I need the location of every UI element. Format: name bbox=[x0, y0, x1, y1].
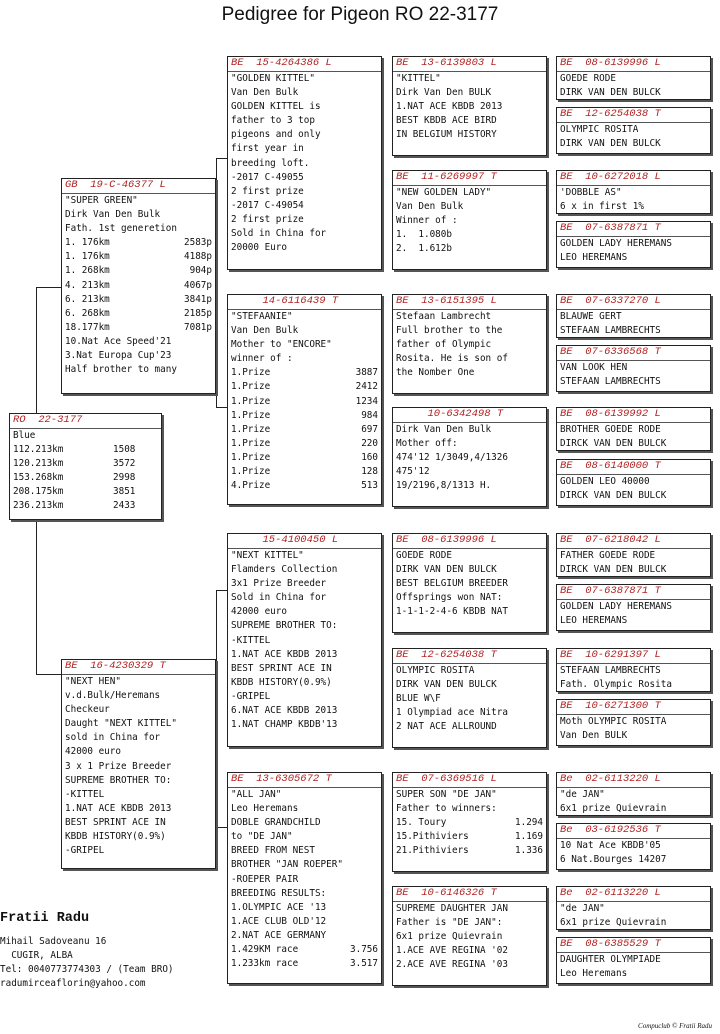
pedigree-line: STEFAAN LAMBRECHTS bbox=[560, 325, 661, 337]
pedigree-line: GOLDEN KITTEL is bbox=[231, 101, 321, 113]
pedigree-line: LEO HEREMANS bbox=[560, 252, 628, 264]
result-value: 3572 bbox=[113, 458, 136, 470]
pedigree-line: Offsprings won NAT: bbox=[396, 592, 503, 604]
pedigree-line: OLYMPIC ROSITA bbox=[560, 124, 639, 135]
pedigree-line: Leo Heremans bbox=[231, 803, 299, 815]
result-label: 1.Prize bbox=[231, 437, 271, 449]
result-label: 1.Prize bbox=[231, 423, 271, 435]
pedigree-line: "STEFAANIE" bbox=[231, 311, 293, 322]
great-grandparent-box bbox=[392, 772, 547, 872]
result-row bbox=[62, 307, 215, 321]
result-value: 4188p bbox=[184, 251, 212, 263]
ring-number: Be 02-6113220 L bbox=[557, 773, 710, 788]
result-row bbox=[228, 465, 381, 479]
pedigree-line: 6x1 prize Quievrain bbox=[396, 931, 503, 943]
ring-number: BE 13-6151395 L bbox=[393, 295, 546, 310]
owner-name: Fratii Radu bbox=[0, 911, 90, 926]
pedigree-line: Father is "DE JAN": bbox=[396, 917, 503, 929]
grandparent-box bbox=[227, 533, 382, 747]
result-label: 15.Pithiviers bbox=[396, 831, 469, 843]
pedigree-line: "ALL JAN" bbox=[231, 789, 282, 800]
ring-number: BE 07-6337270 L bbox=[557, 295, 710, 310]
pedigree-line: SUPER SON "DE JAN" bbox=[396, 789, 497, 800]
pedigree-line: FATHER GOEDE RODE bbox=[560, 550, 656, 561]
pedigree-line: winner of : bbox=[231, 353, 293, 365]
result-value: 2998 bbox=[113, 472, 136, 484]
pedigree-line: Father to winners: bbox=[396, 803, 497, 815]
great-great-grandparent-box bbox=[556, 648, 711, 692]
result-value: 7081p bbox=[184, 321, 212, 333]
pedigree-line: Blue bbox=[13, 430, 36, 441]
result-row bbox=[62, 264, 215, 278]
owner-line-4: radumirceaflorin@yahoo.com bbox=[0, 978, 146, 989]
pedigree-line: Sold in China for bbox=[231, 228, 327, 240]
great-grandparent-box bbox=[392, 170, 547, 270]
pedigree-line: Moth OLYMPIC ROSITA bbox=[560, 716, 667, 727]
pedigree-line: BEST KBDB ACE BIRD bbox=[396, 115, 497, 127]
result-label: 120.213km bbox=[13, 458, 64, 470]
pedigree-line: GOEDE RODE bbox=[396, 550, 452, 561]
owner-line-3: Tel: 0040773774303 / (Team BRO) bbox=[0, 964, 174, 975]
result-value: 4067p bbox=[184, 279, 212, 291]
ring-number: BE 10-6272018 L bbox=[557, 171, 710, 186]
ring-number: BE 07-6387871 T bbox=[557, 222, 710, 237]
pedigree-line: the Nomber One bbox=[396, 367, 475, 379]
result-label: 1.Prize bbox=[231, 409, 271, 421]
pedigree-line: SUPREME DAUGHTER JAN bbox=[396, 903, 508, 914]
result-value: 3.517 bbox=[350, 958, 378, 970]
pedigree-line: "NEXT HEN" bbox=[65, 676, 121, 687]
ring-number: Be 02-6113220 L bbox=[557, 887, 710, 902]
great-great-grandparent-box bbox=[556, 699, 711, 746]
result-label: 6. 268km bbox=[65, 307, 110, 319]
great-great-grandparent-box bbox=[556, 107, 711, 154]
result-value: 2583p bbox=[184, 237, 212, 249]
pedigree-line: BLUE W\F bbox=[396, 693, 441, 705]
result-row bbox=[62, 236, 215, 250]
result-row bbox=[393, 830, 546, 844]
great-grandparent-box bbox=[392, 56, 547, 156]
pedigree-line: 1.OLYMPIC ACE '13 bbox=[231, 901, 327, 913]
pedigree-line: 6x1 prize Quievrain bbox=[560, 917, 667, 929]
ring-number: RO 22-3177 bbox=[10, 414, 161, 429]
pedigree-line: OLYMPIC ROSITA bbox=[396, 665, 475, 676]
result-row bbox=[228, 451, 381, 465]
pedigree-line: DAUGHTER OLYMPIADE bbox=[560, 954, 661, 965]
result-row bbox=[228, 366, 381, 380]
pedigree-line: 6.NAT ACE KBDB 2013 bbox=[231, 705, 338, 717]
great-great-grandparent-box bbox=[556, 170, 711, 214]
pedigree-line: -ROEPER PAIR bbox=[231, 873, 299, 885]
pedigree-line: 1.NAT ACE KBDB 2013 bbox=[396, 101, 503, 113]
pedigree-line: Sold in China for bbox=[231, 592, 327, 604]
pedigree-line: IN BELGIUM HISTORY bbox=[396, 129, 497, 141]
grandparent-box bbox=[227, 56, 382, 270]
result-value: 2185p bbox=[184, 307, 212, 319]
pedigree-line: SUPREME BROTHER TO: bbox=[231, 620, 338, 632]
great-great-grandparent-box bbox=[556, 533, 711, 577]
result-row bbox=[393, 816, 546, 830]
great-great-grandparent-box bbox=[556, 772, 711, 816]
result-row bbox=[228, 957, 381, 971]
result-row bbox=[393, 844, 546, 858]
pedigree-line: 1.NAT ACE KBDB 2013 bbox=[231, 648, 338, 660]
result-label: 1.429KM race bbox=[231, 944, 299, 956]
pedigree-line: 42000 euro bbox=[65, 746, 121, 758]
pedigree-line: 474'12 1/3049,4/1326 bbox=[396, 452, 508, 464]
ring-number: Be 03-6192536 T bbox=[557, 824, 710, 839]
pedigree-line: "de JAN" bbox=[560, 903, 605, 914]
result-row bbox=[228, 395, 381, 409]
result-row bbox=[228, 437, 381, 451]
result-row bbox=[62, 321, 215, 335]
result-label: 4.Prize bbox=[231, 480, 271, 492]
pedigree-line: Dirk Van Den Bulk bbox=[396, 424, 492, 435]
pedigree-line: Van Den Bulk bbox=[396, 201, 464, 213]
pedigree-line: 6x1 prize Quievrain bbox=[560, 803, 667, 815]
pedigree-line: 2 first prize bbox=[231, 185, 304, 197]
great-great-grandparent-box bbox=[556, 221, 711, 268]
ring-number: BE 07-6218042 L bbox=[557, 534, 710, 549]
result-value: 697 bbox=[361, 423, 378, 435]
result-row bbox=[62, 279, 215, 293]
result-label: 15. Toury bbox=[396, 817, 447, 829]
ring-number: BE 07-6369516 L bbox=[393, 773, 546, 788]
great-great-grandparent-box bbox=[556, 56, 711, 100]
great-great-grandparent-box bbox=[556, 459, 711, 506]
result-label: 1.Prize bbox=[231, 451, 271, 463]
pedigree-line: 20000 Euro bbox=[231, 242, 287, 254]
pedigree-line: breeding loft. bbox=[231, 157, 310, 169]
subject-box bbox=[9, 413, 162, 520]
great-grandparent-box bbox=[392, 294, 547, 394]
pedigree-line: "KITTEL" bbox=[396, 73, 441, 84]
result-row bbox=[10, 457, 161, 471]
pedigree-line: STEFAAN LAMBRECHTS bbox=[560, 376, 661, 388]
result-value: 1508 bbox=[113, 444, 136, 456]
pedigree-line: Mother to "ENCORE" bbox=[231, 339, 332, 351]
result-label: 21.Pithiviers bbox=[396, 845, 469, 857]
pedigree-line: sold in China for bbox=[65, 732, 161, 744]
pedigree-line: first year in bbox=[231, 143, 304, 155]
great-great-grandparent-box bbox=[556, 823, 711, 870]
ring-number: BE 08-6139992 L bbox=[557, 408, 710, 423]
result-row bbox=[10, 471, 161, 485]
result-row bbox=[228, 943, 381, 957]
pedigree-line: 6 Nat.Bourges 14207 bbox=[560, 854, 667, 866]
pedigree-line: DIRCK VAN DEN BULCK bbox=[560, 490, 667, 502]
ring-number: BE 07-6336568 T bbox=[557, 346, 710, 361]
pedigree-line: DIRK VAN DEN BULCK bbox=[396, 679, 497, 691]
result-value: 128 bbox=[361, 466, 378, 478]
great-great-grandparent-box bbox=[556, 886, 711, 930]
pedigree-line: BROTHER "JAN ROEPER" bbox=[231, 859, 343, 871]
pedigree-line: BREEDING RESULTS: bbox=[231, 887, 327, 899]
pedigree-line: DIRK VAN DEN BULCK bbox=[560, 138, 661, 150]
result-label: 153.268km bbox=[13, 472, 64, 484]
ring-number: BE 16-4230329 T bbox=[62, 660, 215, 675]
pedigree-line: GOEDE RODE bbox=[560, 73, 616, 84]
pedigree-line: 10.Nat Ace Speed'21 bbox=[65, 335, 172, 347]
owner-line-2: CUGIR, ALBA bbox=[0, 950, 73, 961]
pedigree-line: -GRIPEL bbox=[231, 690, 271, 702]
great-grandparent-box bbox=[392, 533, 547, 633]
result-value: 3887 bbox=[355, 367, 378, 379]
pedigree-line: -GRIPEL bbox=[65, 845, 105, 857]
result-label: 1. 176km bbox=[65, 251, 110, 263]
ring-number: BE 11-6269997 T bbox=[393, 171, 546, 186]
great-grandparent-box bbox=[392, 648, 547, 748]
pedigree-line: Dirk Van Den BULK bbox=[396, 87, 492, 99]
pedigree-line: 3.Nat Europa Cup'23 bbox=[65, 350, 172, 362]
pedigree-line: father of Olympic bbox=[396, 339, 492, 351]
pedigree-line: BLAUWE GERT bbox=[560, 311, 622, 322]
pedigree-line: BREED FROM NEST bbox=[231, 845, 315, 857]
great-grandparent-box bbox=[392, 407, 547, 507]
dam-box bbox=[61, 659, 216, 869]
sire-box bbox=[61, 178, 216, 394]
pedigree-line: BEST BELGIUM BREEDER bbox=[396, 578, 508, 590]
pedigree-line: 3x1 Prize Breeder bbox=[231, 578, 327, 590]
result-label: 1.233km race bbox=[231, 958, 299, 970]
result-row bbox=[10, 499, 161, 513]
pedigree-line: 1.ACE CLUB OLD'12 bbox=[231, 915, 327, 927]
result-row bbox=[228, 380, 381, 394]
pedigree-line: 3 x 1 Prize Breeder bbox=[65, 760, 172, 772]
credit: Compuclub © Fratii Radu bbox=[638, 1022, 712, 1030]
pedigree-line: -2017 C-49055 bbox=[231, 171, 304, 183]
result-row bbox=[62, 293, 215, 307]
ring-number: BE 08-6385529 T bbox=[557, 938, 710, 953]
grandparent-box bbox=[227, 294, 382, 505]
result-value: 513 bbox=[361, 480, 378, 492]
pedigree-line: Leo Heremans bbox=[560, 968, 628, 980]
result-label: 1.Prize bbox=[231, 395, 271, 407]
pedigree-line: Fath. 1st generetion bbox=[65, 223, 177, 235]
result-row bbox=[228, 409, 381, 423]
great-great-grandparent-box bbox=[556, 584, 711, 631]
pedigree-line: "GOLDEN KITTEL" bbox=[231, 73, 315, 84]
pedigree-line: 475'12 bbox=[396, 466, 430, 478]
ring-number: 10-6342498 T bbox=[393, 408, 546, 423]
pedigree-line: Van Den Bulk bbox=[231, 325, 299, 337]
pedigree-line: 'DOBBLE AS" bbox=[560, 187, 622, 198]
pedigree-line: Full brother to the bbox=[396, 325, 503, 337]
pedigree-line: DOBLE GRANDCHILD bbox=[231, 817, 321, 829]
pedigree-line: 2 NAT ACE ALLROUND bbox=[396, 721, 497, 733]
pedigree-line: KBDB HISTORY(0.9%) bbox=[231, 676, 332, 688]
ring-number: BE 07-6387871 T bbox=[557, 585, 710, 600]
result-label: 4. 213km bbox=[65, 279, 110, 291]
pedigree-line: "NEXT KITTEL" bbox=[231, 550, 304, 561]
pedigree-line: DIRCK VAN DEN BULCK bbox=[560, 564, 667, 576]
result-label: 112.213km bbox=[13, 444, 64, 456]
great-great-grandparent-box bbox=[556, 937, 711, 984]
pedigree-line: father to 3 top bbox=[231, 115, 315, 127]
pedigree-line: "SUPER GREEN" bbox=[65, 195, 138, 206]
result-label: 1. 176km bbox=[65, 237, 110, 249]
ring-number: 14-6116439 T bbox=[228, 295, 381, 310]
pedigree-line: 1-1-1-2-4-6 KBDB NAT bbox=[396, 606, 508, 618]
owner-line-1: Mihail Sadoveanu 16 bbox=[0, 936, 107, 947]
pedigree-line: "NEW GOLDEN LADY" bbox=[396, 187, 492, 198]
result-row bbox=[10, 443, 161, 457]
pedigree-line: Daught "NEXT KITTEL" bbox=[65, 718, 177, 730]
pedigree-line: 10 Nat Ace KBDB'05 bbox=[560, 840, 661, 851]
result-label: 1.Prize bbox=[231, 381, 271, 393]
pedigree-line: to "DE JAN" bbox=[231, 831, 293, 843]
ring-number: BE 15-4264386 L bbox=[228, 57, 381, 72]
result-row bbox=[10, 485, 161, 499]
pedigree-line: Van Den BULK bbox=[560, 730, 628, 742]
result-row bbox=[62, 250, 215, 264]
result-label: 6. 213km bbox=[65, 293, 110, 305]
pedigree-line: Half brother to many bbox=[65, 364, 177, 376]
pedigree-line: DIRK VAN DEN BULCK bbox=[396, 564, 497, 576]
pedigree-line: pigeons and only bbox=[231, 129, 321, 141]
pedigree-line: 2.ACE AVE REGINA '03 bbox=[396, 959, 508, 971]
pedigree-line: -KITTEL bbox=[231, 634, 271, 646]
pedigree-line: SUPREME BROTHER TO: bbox=[65, 774, 172, 786]
result-value: 984 bbox=[361, 409, 378, 421]
ring-number: BE 13-6305672 T bbox=[228, 773, 381, 788]
result-value: 2412 bbox=[355, 381, 378, 393]
pedigree-line: 1.NAT ACE KBDB 2013 bbox=[65, 802, 172, 814]
pedigree-line: "de JAN" bbox=[560, 789, 605, 800]
ring-number: BE 08-6140000 T bbox=[557, 460, 710, 475]
result-value: 1.336 bbox=[515, 845, 543, 857]
great-great-grandparent-box bbox=[556, 294, 711, 338]
great-grandparent-box bbox=[392, 886, 547, 986]
great-great-grandparent-box bbox=[556, 407, 711, 451]
result-row bbox=[228, 479, 381, 493]
pedigree-line: 2.NAT ACE GERMANY bbox=[231, 929, 327, 941]
pedigree-line: 2 first prize bbox=[231, 213, 304, 225]
page-title: Pedigree for Pigeon RO 22-3177 bbox=[221, 4, 499, 25]
pedigree-line: 6 x in first 1% bbox=[560, 201, 644, 213]
pedigree-line: v.d.Bulk/Heremans bbox=[65, 690, 161, 702]
pedigree-line: -KITTEL bbox=[65, 788, 105, 800]
pedigree-line: 2. 1.612b bbox=[396, 243, 452, 255]
pedigree-line: GOLDEN LADY HEREMANS bbox=[560, 601, 672, 612]
result-value: 1.294 bbox=[515, 817, 543, 829]
pedigree-line: 1. 1.080b bbox=[396, 229, 452, 241]
pedigree-line: STEFAAN LAMBRECHTS bbox=[560, 665, 661, 676]
result-value: 220 bbox=[361, 437, 378, 449]
grandparent-box bbox=[227, 772, 382, 984]
pedigree-line: Winner of : bbox=[396, 215, 458, 227]
result-value: 3841p bbox=[184, 293, 212, 305]
pedigree-line: Mother off: bbox=[396, 438, 458, 450]
pedigree-line: GOLDEN LEO 40000 bbox=[560, 476, 650, 487]
great-great-grandparent-box bbox=[556, 345, 711, 392]
pedigree-line: 42000 euro bbox=[231, 606, 287, 618]
pedigree-line: GOLDEN LADY HEREMANS bbox=[560, 238, 672, 249]
pedigree-line: Van Den Bulk bbox=[231, 87, 299, 99]
ring-number: BE 13-6139803 L bbox=[393, 57, 546, 72]
pedigree-line: Checkeur bbox=[65, 704, 110, 716]
ring-number: BE 12-6254038 T bbox=[393, 649, 546, 664]
pedigree-line: DIRCK VAN DEN BULCK bbox=[560, 438, 667, 450]
pedigree-line: Rosita. He is son of bbox=[396, 353, 508, 365]
result-label: 1.Prize bbox=[231, 367, 271, 379]
pedigree-line: DIRK VAN DEN BULCK bbox=[560, 87, 661, 99]
ring-number: BE 10-6146326 T bbox=[393, 887, 546, 902]
result-value: 3.756 bbox=[350, 944, 378, 956]
pedigree-line: Dirk Van Den Bulk bbox=[65, 209, 161, 221]
pedigree-line: Fath. Olympic Rosita bbox=[560, 679, 672, 691]
result-value: 2433 bbox=[113, 500, 136, 512]
result-label: 1. 268km bbox=[65, 265, 110, 277]
result-value: 904p bbox=[189, 265, 212, 277]
result-label: 1.Prize bbox=[231, 466, 271, 478]
ring-number: BE 08-6139996 L bbox=[393, 534, 546, 549]
pedigree-line: BEST SPRINT ACE IN bbox=[231, 662, 332, 674]
pedigree-line: KBDB HISTORY(0.9%) bbox=[65, 831, 166, 843]
result-value: 160 bbox=[361, 451, 378, 463]
pedigree-line: 1.NAT CHAMP KBDB'13 bbox=[231, 719, 338, 731]
pedigree-line: BEST SPRINT ACE IN bbox=[65, 816, 166, 828]
pedigree-line: 1 Olympiad ace Nitra bbox=[396, 707, 508, 719]
ring-number: 15-4100450 L bbox=[228, 534, 381, 549]
result-row bbox=[228, 423, 381, 437]
result-label: 236.213km bbox=[13, 500, 64, 512]
result-value: 3851 bbox=[113, 486, 136, 498]
ring-number: BE 10-6291397 L bbox=[557, 649, 710, 664]
result-value: 1234 bbox=[355, 395, 378, 407]
ring-number: GB 19-C-46377 L bbox=[62, 179, 215, 194]
pedigree-line: 19/2196,8/1313 H. bbox=[396, 480, 492, 492]
pedigree-line: Flamders Collection bbox=[231, 564, 338, 576]
result-value: 1.169 bbox=[515, 831, 543, 843]
result-label: 208.175km bbox=[13, 486, 64, 498]
pedigree-line: VAN LOOK HEN bbox=[560, 362, 628, 373]
ring-number: BE 12-6254038 T bbox=[557, 108, 710, 123]
pedigree-line: 1.ACE AVE REGINA '02 bbox=[396, 945, 508, 957]
ring-number: BE 08-6139996 L bbox=[557, 57, 710, 72]
pedigree-line: LEO HEREMANS bbox=[560, 615, 628, 627]
pedigree-line: Stefaan Lambrecht bbox=[396, 311, 492, 322]
result-label: 18.177km bbox=[65, 321, 110, 333]
pedigree-line: -2017 C-49054 bbox=[231, 199, 304, 211]
ring-number: BE 10-6271300 T bbox=[557, 700, 710, 715]
pedigree-line: BROTHER GOEDE RODE bbox=[560, 424, 661, 435]
